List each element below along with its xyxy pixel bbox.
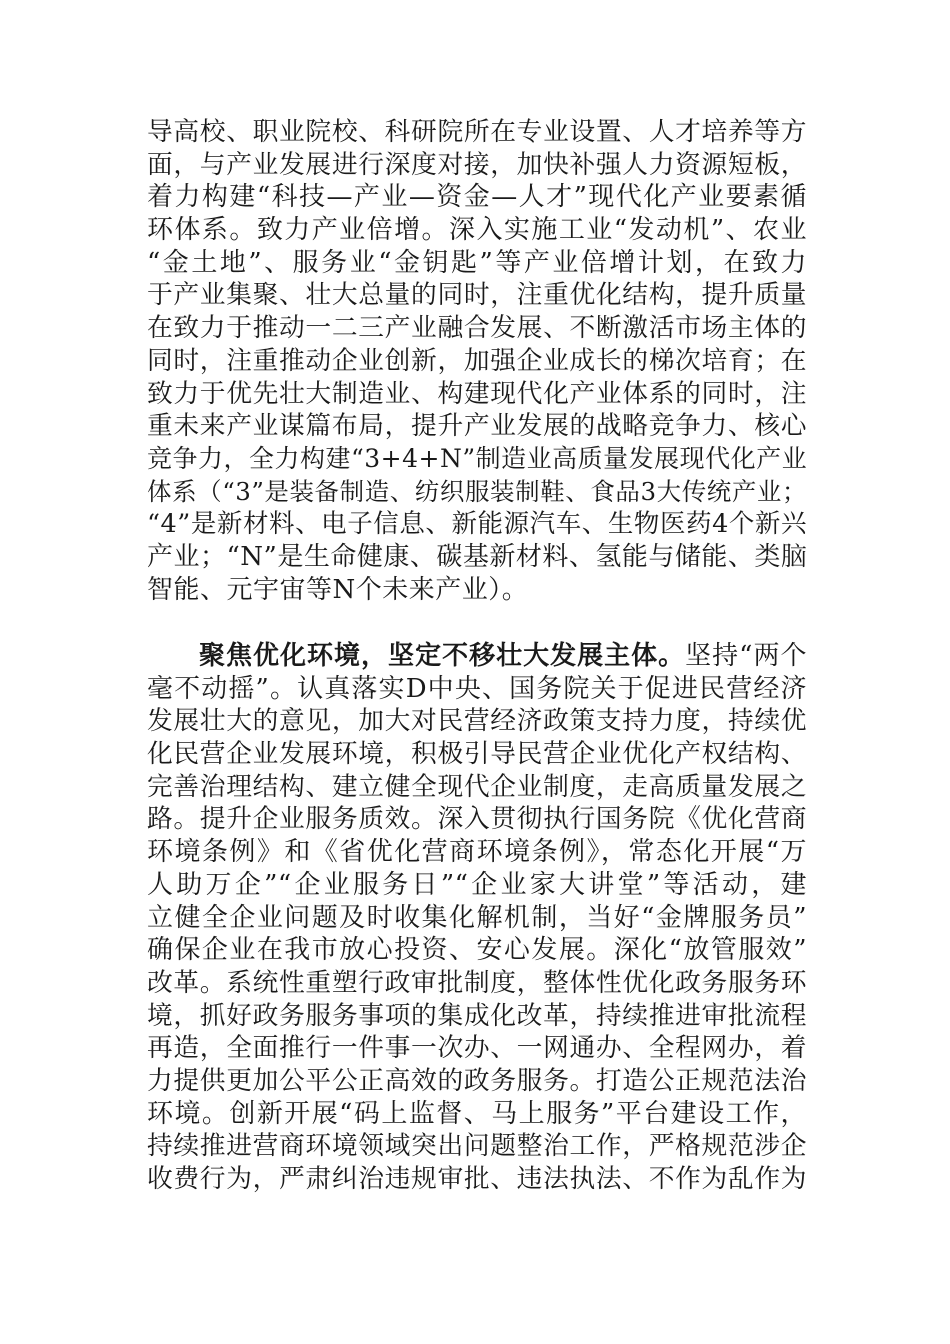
paragraph-first-line [147, 640, 807, 673]
text-line: 立健全企业问题及时收集化解机制，当好“金牌服务员” [147, 902, 807, 933]
paragraph-environment [147, 640, 807, 1196]
text-line: 人助万企”“企业服务日”“企业家大讲堂”等活动，建 [147, 869, 807, 900]
text-line: 化民营企业发展环境，积极引导民营企业优化产权结构、 [147, 739, 807, 770]
text-line: 在致力于推动一二三产业融合发展、不断激活市场主体的 [147, 313, 807, 344]
text-line: 着力构建“科技—产业—资金—人才”现代化产业要素循 [147, 182, 807, 213]
text-line: 环境条例》和《省优化营商环境条例》，常态化开展“万 [147, 837, 807, 868]
text-line: 坚持“两个 [685, 641, 807, 671]
text-line: 重未来产业谋篇布局，提升产业发展的战略竞争力、核心 [147, 411, 807, 442]
text-line: 导高校、职业院校、科研院所在专业设置、人才培养等方 [147, 117, 807, 147]
paragraph-industry [147, 116, 807, 606]
text-line: 环体系。致力产业倍增。深入实施工业“发动机”、农业 [147, 215, 807, 246]
paragraph-heading: 聚焦优化环境，坚定不移壮大发展主体。 [199, 641, 686, 671]
text-line: 力提供更加公平公正高效的政务服务。打造公正规范法治 [147, 1065, 807, 1096]
text-line: 产业；“N”是生命健康、碳基新材料、氢能与储能、类脑 [147, 541, 807, 572]
text-line: “金土地”、服务业“金钥匙”等产业倍增计划，在致力 [147, 247, 807, 278]
text-line: 改革。系统性重塑行政审批制度，整体性优化政务服务环 [147, 967, 807, 998]
text-line: 于产业集聚、壮大总量的同时，注重优化结构，提升质量 [147, 280, 807, 311]
text-line: 环境。创新开展“码上监督、马上服务”平台建设工作， [147, 1098, 807, 1129]
text-line: 同时，注重推动企业创新，加强企业成长的梯次培育；在 [147, 345, 807, 376]
text-line: 面，与产业发展进行深度对接，加快补强人力资源短板， [147, 149, 807, 180]
text-line: 持续推进营商环境领域突出问题整治工作，严格规范涉企 [147, 1131, 807, 1162]
text-line: “4”是新材料、电子信息、新能源汽车、生物医药4个新兴 [147, 509, 807, 540]
text-line: 确保企业在我市放心投资、安心发展。深化“放管服效” [147, 935, 807, 966]
text-line: 体系（“3”是装备制造、纺织服装制鞋、食品3大传统产业； [147, 476, 807, 506]
text-line: 境，抓好政务服务事项的集成化改革，持续推进审批流程 [147, 1000, 807, 1031]
text-line: 完善治理结构、建立健全现代企业制度，走高质量发展之 [147, 771, 807, 802]
text-line: 智能、元宇宙等N个未来产业）。 [147, 574, 529, 605]
text-line: 竞争力，全力构建“3+4+N”制造业高质量发展现代化产业 [147, 443, 807, 473]
text-line: 致力于优先壮大制造业、构建现代化产业体系的同时，注 [147, 378, 807, 409]
text-line: 毫不动摇”。认真落实D中央、国务院关于促进民营经济 [147, 673, 807, 704]
text-line: 发展壮大的意见，加大对民营经济政策支持力度，持续优 [147, 706, 807, 737]
text-line: 收费行为，严肃纠治违规审批、违法执法、不作为乱作为 [147, 1164, 807, 1194]
text-line: 再造，全面推行一件事一次办、一网通办、全程网办，着 [147, 1033, 807, 1064]
text-line: 路。提升企业服务质效。深入贯彻执行国务院《优化营商 [147, 804, 807, 835]
